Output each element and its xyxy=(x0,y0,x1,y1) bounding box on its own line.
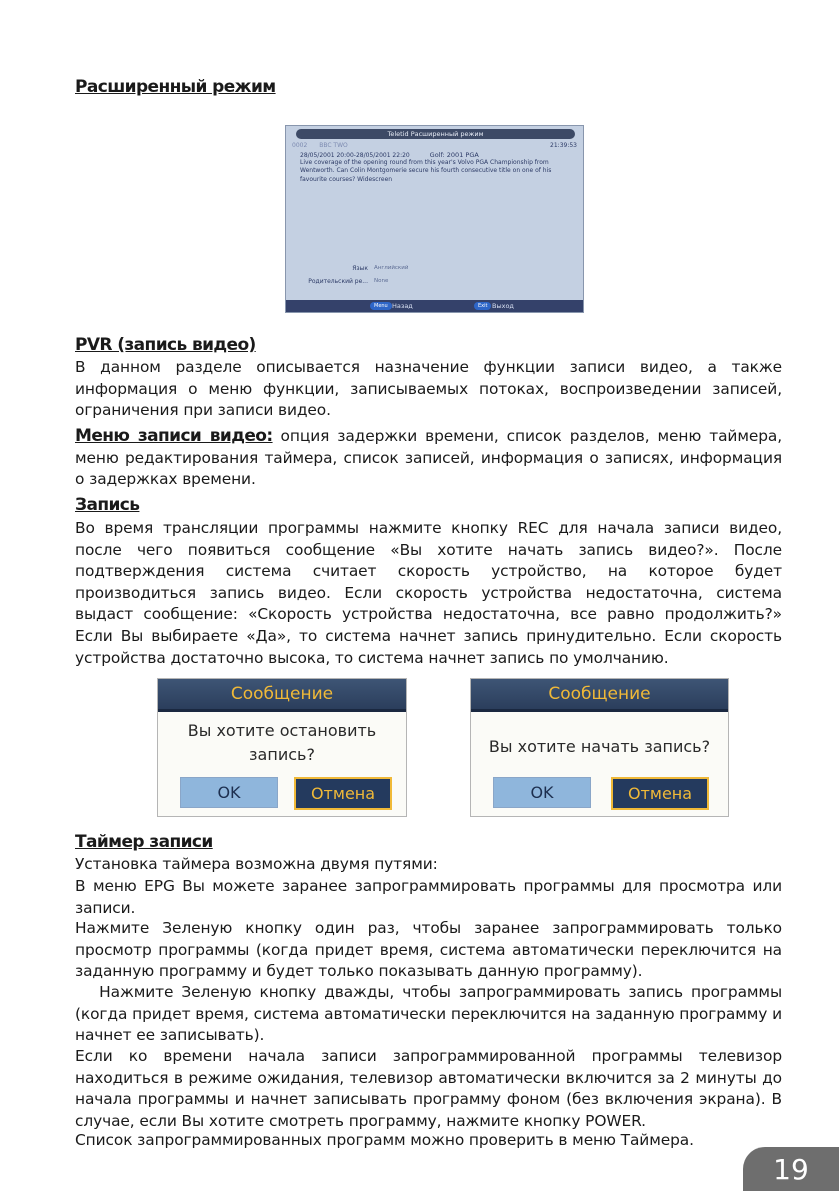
exit-key-icon: Exit xyxy=(474,302,491,310)
dialog-stop-cancel-button[interactable]: Отмена xyxy=(294,777,392,810)
program-title: Golf: 2001 PGA xyxy=(429,151,479,159)
menu-label: Меню записи видео: xyxy=(75,426,273,446)
teletext-channel-row xyxy=(292,142,577,149)
dialog-stop-message-line1: Вы хотите остановить xyxy=(187,721,377,740)
timer-paragraph-6: Список запрограммированных программ можно проверить в меню Таймера. xyxy=(75,1131,694,1149)
heading-pvr: PVR (запись видео) xyxy=(75,335,256,355)
channel-name: BBC TWO xyxy=(319,142,348,149)
dialog-start-message: Вы хотите начать запись? xyxy=(488,737,711,756)
teletext-screenshot xyxy=(285,125,584,313)
teletext-title-bar: Teletid Расширенный режим xyxy=(296,129,575,139)
timer-paragraph-5: Если ко времени начала записи запрограммированной программы телевизор находиться в режиме ожидания, телевизор автоматически включится за 2 минуты до начала программы и начнет записывать программу фоном (без включения экрана). В случае, если Вы хотите смотреть программу, нажмите кнопку POWER. xyxy=(75,1047,782,1130)
timer-paragraph-4: Нажмите Зеленую кнопку дважды, чтобы запрограммировать запись программы (когда придет время, система автоматически переключится на заданную программу и начнет ее записывать). xyxy=(75,983,787,1045)
dialog-start-title: Сообщение xyxy=(471,679,728,712)
timer-paragraph-1: Установка таймера возможна двумя путями: xyxy=(75,855,438,873)
record-paragraph: Во время трансляции программы нажмите кнопку REC для начала записи видео, после чего появиться сообщение «Вы хотите начать запись видео?». После подтверждения система считает скорость устройство, на которое будет производиться запись видео. Если скорость устройства недостаточна, система выдаст сообщение: «Скорость устройства недостаточна, все равно продолжить?» Если Вы выбираете «Да», то система начнет запись принудительно. Если скорость устройства достаточно высока, то система начнет запись по умолчанию. xyxy=(75,519,782,667)
parental-label: Родительский ре... xyxy=(308,278,368,285)
dialog-start-cancel-button[interactable]: Отмена xyxy=(611,777,709,810)
menu-text: опция задержки времени, список разделов, меню таймера, меню редактирования таймера, список записей, информация о записях, информация о задержках времени. xyxy=(75,427,782,489)
dialog-stop-message-line2: запись? xyxy=(249,745,315,764)
heading-record: Запись xyxy=(75,495,140,515)
language-label: Язык xyxy=(352,265,368,272)
pvr-intro-paragraph: В данном разделе описывается назначение функции записи видео, а также информация о меню функции, записываемых потоках, воспроизведении записей, ограничения при записи видео. xyxy=(75,358,782,420)
heading-advanced-mode: Расширенный режим xyxy=(75,77,276,97)
program-time-range: 28/05/2001 20:00-28/05/2001 22:20 xyxy=(300,152,410,159)
menu-key-icon: Menu xyxy=(370,302,392,310)
back-label: Назад xyxy=(392,302,413,310)
dialog-start-recording xyxy=(470,678,729,817)
teletext-bottom-bar xyxy=(286,300,583,312)
program-row xyxy=(300,151,479,159)
page-number: 19 xyxy=(743,1147,839,1191)
dialog-stop-title: Сообщение xyxy=(158,679,406,712)
timer-paragraph-3: Нажмите Зеленую кнопку один раз, чтобы заранее запрограммировать только просмотр программы (когда придет время, система автоматически переключится на заданную программу и будет только показывать данную программу). xyxy=(75,919,782,981)
parental-value: None xyxy=(374,278,389,284)
heading-record-timer: Таймер записи xyxy=(75,832,213,852)
dialog-stop-ok-button[interactable]: OK xyxy=(180,777,278,808)
exit-label: Выход xyxy=(492,302,514,310)
dialog-start-ok-button[interactable]: OK xyxy=(493,777,591,808)
timer-paragraph-2: В меню EPG Вы можете заранее запрограммировать программы для просмотра или записи. xyxy=(75,877,782,917)
menu-paragraph xyxy=(75,426,782,491)
program-description: Live coverage of the opening round from this year's Volvo PGA Championship from Wentworth. Can Colin Montgomerie secure his fourth consecutive title on one of his favourite courses? Widescreen xyxy=(300,159,552,183)
clock: 21:39:53 xyxy=(550,142,577,149)
channel-number: 0002 xyxy=(292,142,308,149)
language-value: Английский xyxy=(374,265,409,271)
dialog-stop-recording xyxy=(157,678,407,817)
